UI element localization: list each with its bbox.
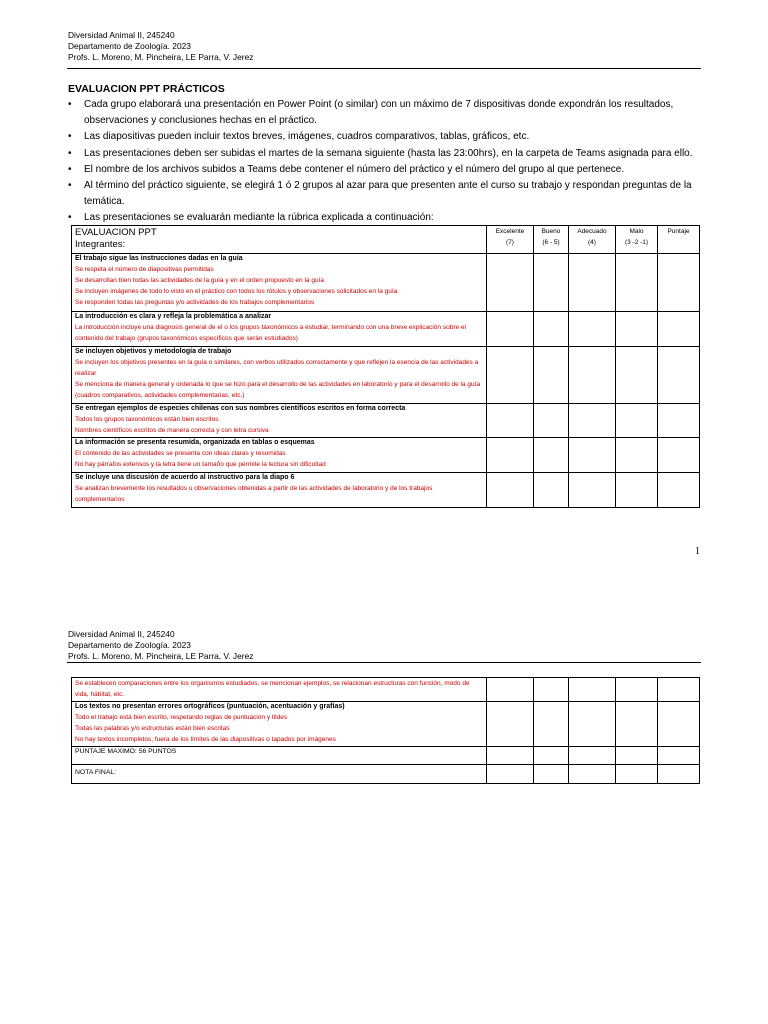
criterion-row [72,404,700,438]
criterion-title: Se entregan ejemplos de especies chilenas con sus nombres científicos escritos en forma correcta [75,405,406,412]
max-score-cell [72,747,487,765]
score-cell [487,312,534,347]
instruction-item: • Cada grupo elaborará una presentación en Power Point (o similar) con un máximo de 7 dispositivas donde expondrán los resultados, observaciones y conclusiones hechas en el práctico. [68,99,674,127]
final-grade-row [72,765,700,784]
rubric-table-continued [71,677,700,784]
score-cell [534,404,569,438]
column-header-puntaje: Puntaje [658,226,700,254]
score-cell [658,678,700,702]
score-cell [616,765,658,784]
criterion-item: Se incluyen imágenes de todo lo visto en el práctico con todos los rótulos y observaciones solicitados en la guía [75,287,398,295]
course-name: Diversidad Animal II, 245240 [68,629,175,639]
score-cell [658,438,700,473]
column-header-malo: Malo (3 -2 -1) [616,226,658,254]
criterion-cell [72,438,487,473]
max-score: PUNTAJE MAXIMO: 56 PUNTOS [75,748,177,755]
column-header-adecuado: Adecuado (4) [569,226,616,254]
header-rule [67,68,701,69]
score-cell [658,702,700,747]
score-cell [658,254,700,312]
score-cell [616,312,658,347]
criterion-item: Se respeta el número de diapositivas permitidas [75,265,214,273]
score-cell [534,747,569,765]
column-header-excelente: Excelente (7) [487,226,534,254]
criterion-title: El trabajo sigue las instrucciones dadas en la guía [75,255,243,262]
instructions-list [68,97,702,227]
score-cell [487,438,534,473]
criterion-item: Nombres científicos escritos de manera correcta y con letra cursiva [75,426,269,434]
score-cell [534,438,569,473]
score-cell [569,438,616,473]
criterion-cell [72,254,487,312]
column-header-bueno: Bueno (6 - 5) [534,226,569,254]
page-header [68,30,253,63]
score-cell [569,254,616,312]
score-cell [487,702,534,747]
score-cell [487,765,534,784]
score-cell [658,473,700,508]
rubric-header-row [72,226,700,254]
score-cell [534,473,569,508]
criterion-title: Se incluyen objetivos y metodología de trabajo [75,348,232,355]
criterion-cell [72,473,487,508]
final-grade: NOTA FINAL: [75,769,117,776]
professors: Profs. L. Moreno, M. Pincheira, LE Parra, V. Jerez [68,52,254,62]
score-cell [487,347,534,404]
criterion-title: La introducción es clara y refleja la problemática a analizar [75,313,272,320]
rubric-table [71,225,700,508]
members-label: Integrantes: [75,238,126,250]
criterion-item: Se desarrollan bien todas las actividades de la guía y en el orden propuesto en la guía [75,276,324,284]
department: Departamento de Zoología. 2023 [68,640,191,650]
criterion-title: La información se presenta resumida, organizada en tablas o esquemas [75,439,315,446]
page-header [68,629,253,662]
score-cell [487,254,534,312]
score-cell [616,404,658,438]
score-cell [616,473,658,508]
header-rule [67,662,701,663]
score-cell [616,438,658,473]
score-cell [569,678,616,702]
criterion-cell [72,678,487,702]
score-cell [534,347,569,404]
criterion-row [72,702,700,747]
rubric-title: EVALUACION PPT [75,227,157,238]
score-cell [658,747,700,765]
criterion-item: No hay textos incompletos, fuera de los límites de las diapositivas o tapados por imágenes [75,735,336,743]
criterion-item: Todas las palabras y/o estructuras están bien escritas [75,724,230,732]
instruction-item: • Las diapositivas pueden incluir textos breves, imágenes, cuadros comparativos, tablas, gráficos, etc. [68,131,530,143]
criterion-row [72,312,700,347]
score-cell [658,404,700,438]
criterion-item: Se incluyen los objetivos presentes en la guía o similares, con verbos utilizados correctamente y que reflejen la esencia de las actividades a realizar [75,358,479,377]
page-2 [0,575,768,1024]
criterion-item: La introducción incluye una diagnosis general de el o los grupos taxonómicos a estudiar, terminando con una breve explicación sobre el contenido del trabajo (grupos taxonómicos específicos que serán estudiados) [75,323,466,342]
score-cell [569,312,616,347]
criterion-item: Todo el trabajo está bien escrito, respetando reglas de puntuación y tildes [75,713,288,721]
score-cell [487,473,534,508]
instruction-item: • El nombre de los archivos subidos a Teams debe contener el número del práctico y el número del grupo al que pertenece. [68,163,625,175]
score-cell [487,747,534,765]
max-score-row [72,747,700,765]
score-cell [616,747,658,765]
section-title: EVALUACION PPT PRÁCTICOS [68,83,225,95]
criterion-item: Se menciona de manera general y ordenada lo que se hizo para el desarrollo de las actividades en laboratorio y para el desarrollo de la guía (cuadros comparativos, actividades complementarias, etc.) [75,380,481,399]
professors: Profs. L. Moreno, M. Pincheira, LE Parra, V. Jerez [68,651,254,661]
score-cell [616,254,658,312]
score-cell [569,347,616,404]
criterion-row [72,254,700,312]
score-cell [487,404,534,438]
criterion-row [72,678,700,702]
criterion-row [72,438,700,473]
score-cell [569,747,616,765]
score-cell [534,312,569,347]
score-cell [534,254,569,312]
score-cell [658,347,700,404]
criterion-cell [72,312,487,347]
score-cell [534,765,569,784]
instruction-item: • Las presentaciones se evaluarán mediante la rúbrica explicada a continuación: [68,212,434,224]
score-cell [569,765,616,784]
score-cell [569,473,616,508]
score-cell [616,702,658,747]
rubric-title-cell [72,226,487,254]
criterion-item: El contenido de las actividades se presenta con ideas claras y resumidas [75,449,286,457]
score-cell [487,678,534,702]
criterion-item: Todos los grupos taxonómicos están bien escritos [75,415,219,423]
criterion-item: No hay párrafos extensos y la letra tiene un tamaño que permite la lectura sin dificultad [75,460,326,468]
page-number: 1 [695,546,700,557]
criterion-item: Se analizan brevemente los resultados u observaciones obtenidas a partir de las actividades de laboratorio y de los trabajos complementarios [75,484,433,503]
final-grade-cell [72,765,487,784]
score-cell [616,678,658,702]
criterion-cell [72,404,487,438]
instruction-item: • Al término del práctico siguiente, se elegirá 1 ó 2 grupos al azar para que presenten ante el curso su trabajo y respondan preguntas de la temática. [68,180,692,208]
criterion-title: Los textos no presentan errores ortográficos (puntuación, acentuación y grafías) [75,703,345,710]
score-cell [569,702,616,747]
course-name: Diversidad Animal II, 245240 [68,30,175,40]
score-cell [658,312,700,347]
criterion-item: Se responden todas las preguntas y/o actividades de los trabajos complementarios [75,298,315,306]
criterion-cell [72,702,487,747]
criterion-cell [72,347,487,404]
department: Departamento de Zoología. 2023 [68,41,191,51]
criterion-row [72,473,700,508]
score-cell [534,678,569,702]
score-cell [658,765,700,784]
criterion-row [72,347,700,404]
score-cell [534,702,569,747]
criterion-title: Se incluye una discusión de acuerdo al instructivo para la diapo 6 [75,474,295,481]
criterion-item: Se establecen comparaciones entre los organismos estudiados, se mencionan ejemplos, se relacionan estructuras con función, modo de vida, hábitat, etc. [75,680,470,698]
instruction-item: • Las presentaciones deben ser subidas el martes de la semana siguiente (hasta las 23:00hrs), en la carpeta de Teams asignada para ello. [68,147,693,159]
score-cell [616,347,658,404]
score-cell [569,404,616,438]
